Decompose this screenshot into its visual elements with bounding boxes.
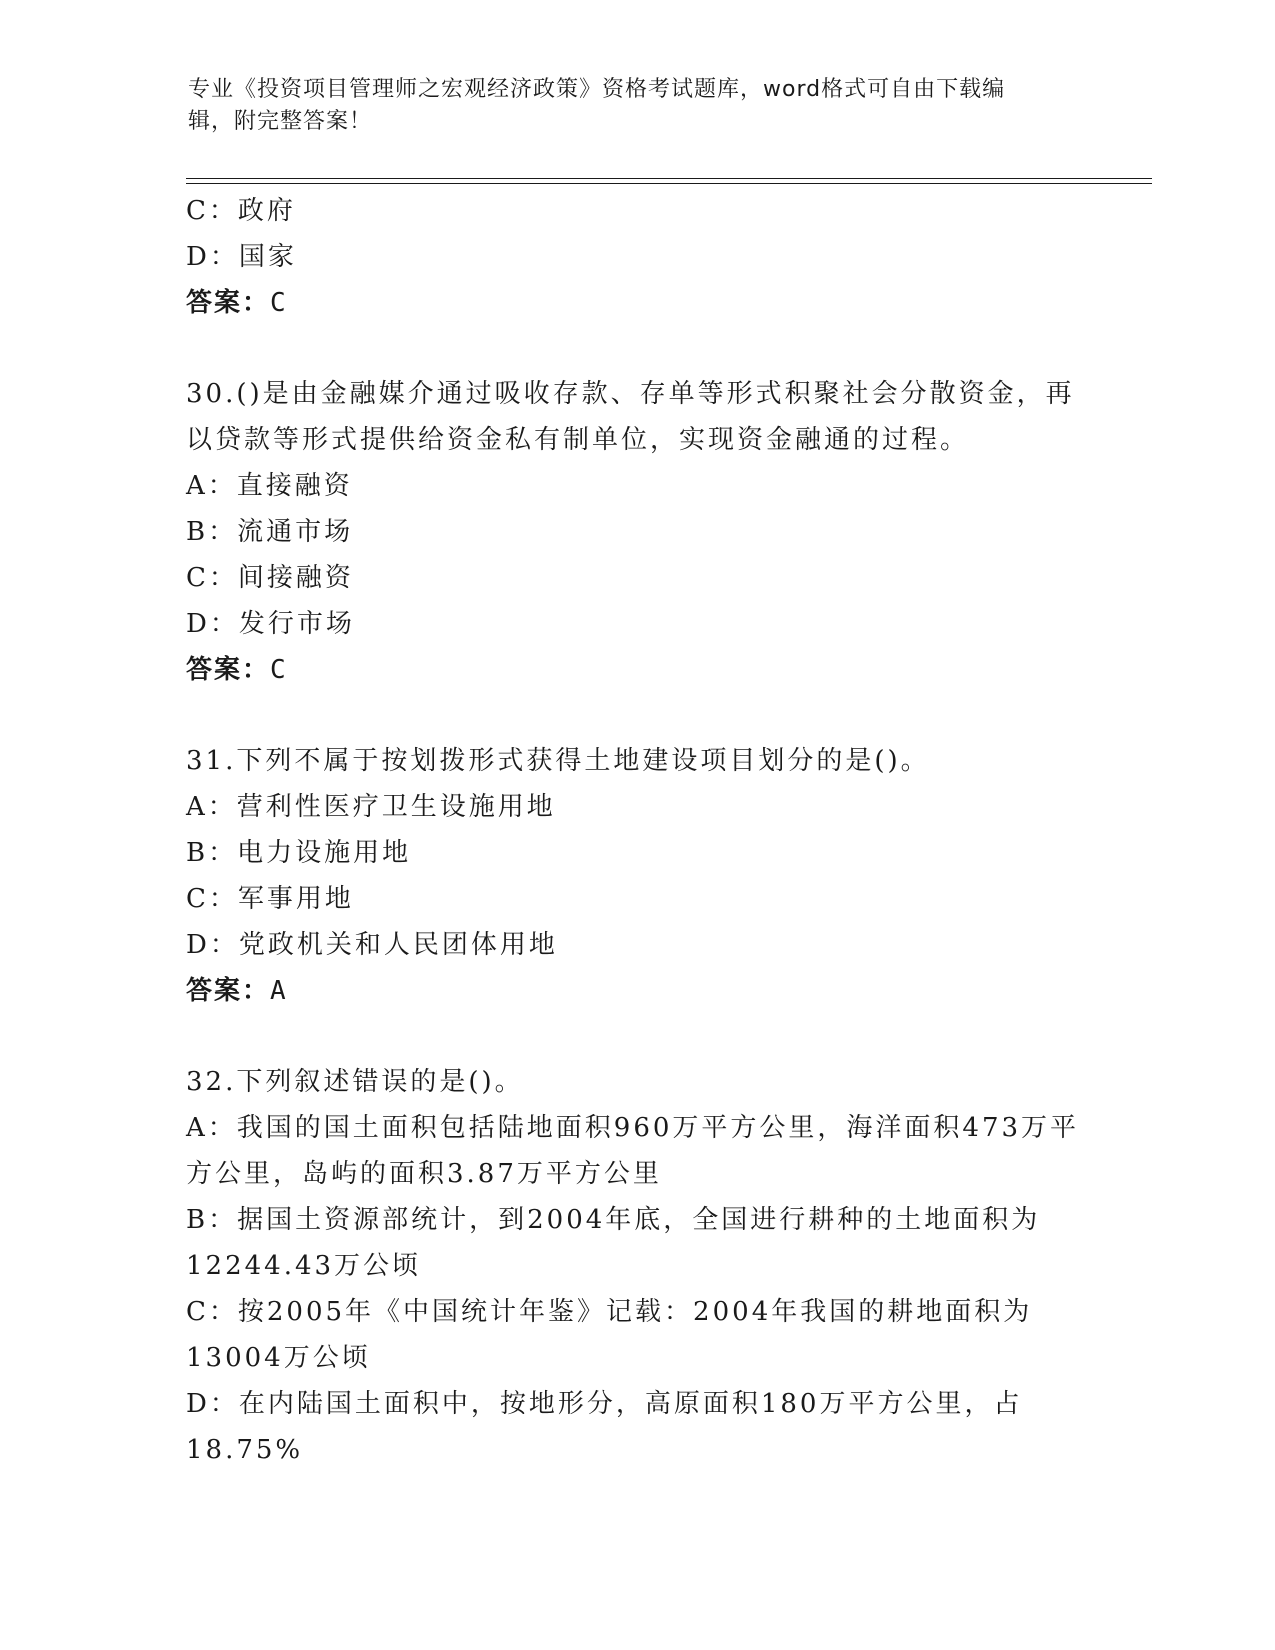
spacer — [186, 693, 1086, 738]
option-label: C： — [186, 196, 238, 226]
question-30 — [186, 371, 1086, 693]
question-stem: 32.下列叙述错误的是()。 — [186, 1067, 524, 1097]
option-text: 国家 — [238, 242, 297, 272]
option-line: C：军事用地 — [186, 884, 354, 914]
option-line: A：营利性医疗卫生设施用地 — [186, 792, 556, 822]
option-line: 12244.43万公顷 — [186, 1251, 422, 1281]
header-line-2: 辑，附完整答案！ — [188, 109, 373, 134]
option-line: D：党政机关和人民团体用地 — [186, 930, 558, 960]
option-line — [186, 188, 1086, 234]
spacer — [186, 326, 1086, 371]
answer-line — [186, 647, 1086, 693]
option-line: B：流通市场 — [186, 517, 354, 547]
answer-label: 答案： — [186, 655, 271, 685]
header-rule-bottom — [186, 183, 1152, 184]
option-text: 政府 — [237, 196, 296, 226]
answer-value: A — [270, 976, 288, 1006]
option-line: A：直接融资 — [186, 471, 353, 501]
option-line: 13004万公顷 — [186, 1343, 371, 1373]
option-line — [186, 234, 1086, 280]
option-line: B：据国土资源部统计，到2004年底，全国进行耕种的土地面积为 — [186, 1205, 1041, 1235]
answer-line — [186, 968, 1086, 1014]
question-stem: 30.()是由金融媒介通过吸收存款、存单等形式积聚社会分散资金，再 — [186, 379, 1075, 409]
option-line: D：在内陆国土面积中，按地形分，高原面积180万平方公里，占 — [186, 1389, 1023, 1419]
answer-value: C — [270, 288, 288, 318]
option-line: A：我国的国土面积包括陆地面积960万平方公里，海洋面积473万平 — [186, 1113, 1080, 1143]
option-line: 18.75% — [186, 1435, 304, 1465]
document-header — [188, 74, 1068, 138]
option-line: 方公里，岛屿的面积3.87万平方公里 — [186, 1159, 662, 1189]
option-line: D：发行市场 — [186, 609, 355, 639]
answer-line — [186, 280, 1086, 326]
question-32 — [186, 1059, 1086, 1473]
spacer — [186, 1014, 1086, 1059]
question-content — [186, 188, 1086, 1473]
option-line: C：间接融资 — [186, 563, 354, 593]
answer-label: 答案： — [186, 288, 271, 318]
answer-label: 答案： — [186, 976, 271, 1006]
option-label: D： — [186, 242, 239, 272]
option-line: B：电力设施用地 — [186, 838, 412, 868]
header-line-1: 专业《投资项目管理师之宏观经济政策》资格考试题库，word格式可自由下载编 — [188, 77, 1006, 102]
question-31 — [186, 738, 1086, 1014]
header-rule-top — [186, 178, 1152, 179]
question-stem: 以贷款等形式提供给资金私有制单位，实现资金融通的过程。 — [186, 425, 970, 455]
option-line: C：按2005年《中国统计年鉴》记载：2004年我国的耕地面积为 — [186, 1297, 1033, 1327]
question-stem: 31.下列不属于按划拨形式获得土地建设项目划分的是()。 — [186, 746, 930, 776]
answer-value: C — [270, 655, 288, 685]
prev-question — [186, 188, 1086, 326]
